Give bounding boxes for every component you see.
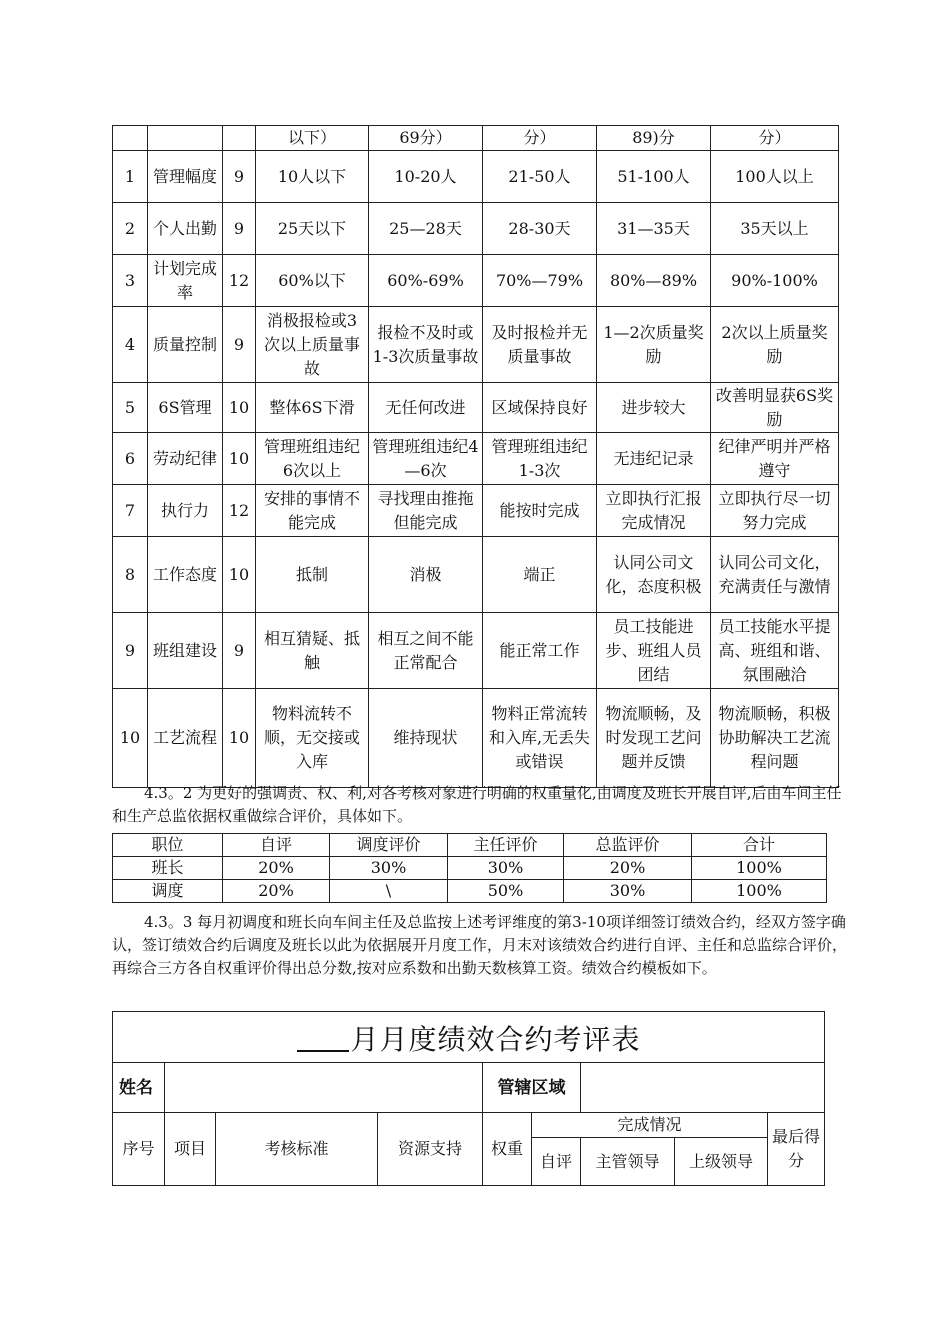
col-weight: 权重 <box>483 1113 532 1186</box>
table-cell: 相互猜疑、抵触 <box>256 613 369 689</box>
table-cell: 抵制 <box>256 537 369 613</box>
weight-table <box>112 833 827 903</box>
table-cell: 纪律严明并严格遵守 <box>711 433 839 485</box>
header-cell <box>223 126 256 151</box>
table-cell: 及时报检并无质量事故 <box>483 307 597 383</box>
table-row <box>113 151 839 203</box>
header-cell: 89)分 <box>597 126 711 151</box>
weight-header-row <box>113 834 827 857</box>
header-cell: 职位 <box>113 834 223 857</box>
table-cell: 30% <box>564 880 692 903</box>
table-cell: 28-30天 <box>483 203 597 255</box>
table-cell: 90%-100% <box>711 255 839 307</box>
table-cell: 51-100人 <box>597 151 711 203</box>
table-row <box>113 537 839 613</box>
table-cell: 20% <box>223 857 330 880</box>
table-cell: 12 <box>223 255 256 307</box>
table-cell: 12 <box>223 485 256 537</box>
table-row <box>113 203 839 255</box>
table-cell: 35天以上 <box>711 203 839 255</box>
table-cell: 8 <box>113 537 148 613</box>
table-cell: 无违纪记录 <box>597 433 711 485</box>
table-cell: 3 <box>113 255 148 307</box>
table-cell: 10-20人 <box>369 151 483 203</box>
table-cell: 工作态度 <box>148 537 223 613</box>
name-field[interactable] <box>165 1063 483 1113</box>
col-completion: 完成情况 <box>532 1113 768 1138</box>
table-cell: 4 <box>113 307 148 383</box>
table-cell: 70%—79% <box>483 255 597 307</box>
table-cell: \ <box>330 880 448 903</box>
table-cell: 50% <box>448 880 564 903</box>
header-cell: 分） <box>483 126 597 151</box>
table-cell: 质量控制 <box>148 307 223 383</box>
header-cell: 自评 <box>223 834 330 857</box>
header-cell: 总监评价 <box>564 834 692 857</box>
table-cell: 1—2次质量奖励 <box>597 307 711 383</box>
table-cell: 10 <box>223 537 256 613</box>
table-cell: 班组建设 <box>148 613 223 689</box>
table-cell: 20% <box>223 880 330 903</box>
table-cell: 相互之间不能正常配合 <box>369 613 483 689</box>
header-cell <box>148 126 223 151</box>
col-supervisor: 主管领导 <box>581 1138 675 1186</box>
table-cell: 物流顺畅，积极协助解决工艺流程问题 <box>711 689 839 788</box>
table-cell: 认同公司文化，充满责任与激情 <box>711 537 839 613</box>
table-row <box>113 485 839 537</box>
header-cell: 合计 <box>692 834 827 857</box>
table-cell: 员工技能水平提高、班组和谐、氛围融洽 <box>711 613 839 689</box>
table-cell: 60%以下 <box>256 255 369 307</box>
table-cell: 6S管理 <box>148 383 223 433</box>
header-cell: 69分） <box>369 126 483 151</box>
table-cell: 9 <box>223 613 256 689</box>
table-cell: 员工技能进步、班组人员团结 <box>597 613 711 689</box>
table-cell: 立即执行汇报完成情况 <box>597 485 711 537</box>
table-cell: 30% <box>448 857 564 880</box>
col-resource: 资源支持 <box>378 1113 483 1186</box>
month-blank[interactable] <box>297 1022 349 1052</box>
table-cell: 1 <box>113 151 148 203</box>
table-cell: 消极报检或3次以上质量事故 <box>256 307 369 383</box>
table-cell: 物流顺畅，及时发现工艺问题并反馈 <box>597 689 711 788</box>
col-self: 自评 <box>532 1138 581 1186</box>
table-row <box>113 383 839 433</box>
table-cell: 25天以下 <box>256 203 369 255</box>
col-superior: 上级领导 <box>675 1138 768 1186</box>
table-cell: 整体6S下滑 <box>256 383 369 433</box>
table-cell: 劳动纪律 <box>148 433 223 485</box>
table-cell: 寻找理由推拖但能完成 <box>369 485 483 537</box>
header-cell: 调度评价 <box>330 834 448 857</box>
col-standard: 考核标准 <box>216 1113 378 1186</box>
header-cell: 主任评价 <box>448 834 564 857</box>
table-cell: 2次以上质量奖励 <box>711 307 839 383</box>
table-row <box>113 433 839 485</box>
table-cell: 20% <box>564 857 692 880</box>
table-cell: 个人出勤 <box>148 203 223 255</box>
header-cell: 分） <box>711 126 839 151</box>
table-cell: 2 <box>113 203 148 255</box>
paragraph-4-3-3: 4.3。3 每月初调度和班长向车间主任及总监按上述考评维度的第3-10项详细签订绩效合约，经双方签字确认，签订绩效合约后调度及班长以此为依据展开月度工作，月末对该绩效合约进行自评、主任和总监综合评价，再综合三方各自权重评价得出总分数,按对应系数和出勤天数核算工资。绩效合约模板如下。 <box>112 913 848 977</box>
table-cell: 端正 <box>483 537 597 613</box>
table-cell: 进步较大 <box>597 383 711 433</box>
table-row <box>113 689 839 788</box>
table-cell: 6 <box>113 433 148 485</box>
table-row <box>113 857 827 880</box>
table-cell: 计划完成率 <box>148 255 223 307</box>
table-row <box>113 307 839 383</box>
table-cell: 执行力 <box>148 485 223 537</box>
table-cell: 工艺流程 <box>148 689 223 788</box>
table-cell: 60%-69% <box>369 255 483 307</box>
table-cell: 10人以下 <box>256 151 369 203</box>
table-row <box>113 255 839 307</box>
table-cell: 5 <box>113 383 148 433</box>
table-cell: 维持现状 <box>369 689 483 788</box>
table-cell: 物料正常流转和入库,无丢失或错误 <box>483 689 597 788</box>
table-cell: 调度 <box>113 880 223 903</box>
table-cell: 9 <box>223 203 256 255</box>
contract-form-table <box>112 1011 825 1186</box>
table-cell: 30% <box>330 857 448 880</box>
table-cell: 25—28天 <box>369 203 483 255</box>
table-cell: 100人以上 <box>711 151 839 203</box>
area-field[interactable] <box>581 1063 825 1113</box>
criteria-table <box>112 125 839 788</box>
table-cell: 报检不及时或1-3次质量事故 <box>369 307 483 383</box>
table-cell: 物料流转不顺，无交接或入库 <box>256 689 369 788</box>
table-cell: 100% <box>692 880 827 903</box>
table-cell: 管理班组违纪4—6次 <box>369 433 483 485</box>
paragraph-4-3-2: 4.3。2 为更好的强调责、权、利,对各考核对象进行明确的权重量化,由调度及班长开展自评,后由车间主任和生产总监依据权重做综合评价，具体如下。 <box>112 784 842 825</box>
table-cell: 管理班组违纪1-3次 <box>483 433 597 485</box>
name-label: 姓名 <box>113 1063 165 1113</box>
col-item: 项目 <box>165 1113 216 1186</box>
area-label: 管辖区域 <box>483 1063 581 1113</box>
table-cell: 10 <box>223 433 256 485</box>
table-cell: 100% <box>692 857 827 880</box>
form-title: 月月度绩效合约考评表 <box>113 1012 825 1063</box>
table-cell: 31—35天 <box>597 203 711 255</box>
table-cell: 9 <box>113 613 148 689</box>
table-cell: 班长 <box>113 857 223 880</box>
table-cell: 10 <box>223 383 256 433</box>
table-cell: 9 <box>223 307 256 383</box>
header-cell <box>113 126 148 151</box>
table-row <box>113 880 827 903</box>
table-row <box>113 613 839 689</box>
table-cell: 无任何改进 <box>369 383 483 433</box>
table-cell: 9 <box>223 151 256 203</box>
table-cell: 能正常工作 <box>483 613 597 689</box>
table-cell: 立即执行尽一切努力完成 <box>711 485 839 537</box>
col-final: 最后得分 <box>768 1113 825 1186</box>
table-cell: 10 <box>223 689 256 788</box>
table-cell: 安排的事情不能完成 <box>256 485 369 537</box>
table-cell: 7 <box>113 485 148 537</box>
table-cell: 21-50人 <box>483 151 597 203</box>
table-cell: 能按时完成 <box>483 485 597 537</box>
table-cell: 80%—89% <box>597 255 711 307</box>
table-cell: 区域保持良好 <box>483 383 597 433</box>
table-cell: 消极 <box>369 537 483 613</box>
table-cell: 管理幅度 <box>148 151 223 203</box>
table-cell: 改善明显获6S奖励 <box>711 383 839 433</box>
table-cell: 管理班组违纪6次以上 <box>256 433 369 485</box>
header-cell: 以下） <box>256 126 369 151</box>
table-cell: 认同公司文化，态度积极 <box>597 537 711 613</box>
table-cell: 10 <box>113 689 148 788</box>
criteria-header-row <box>113 126 839 151</box>
col-no: 序号 <box>113 1113 165 1186</box>
